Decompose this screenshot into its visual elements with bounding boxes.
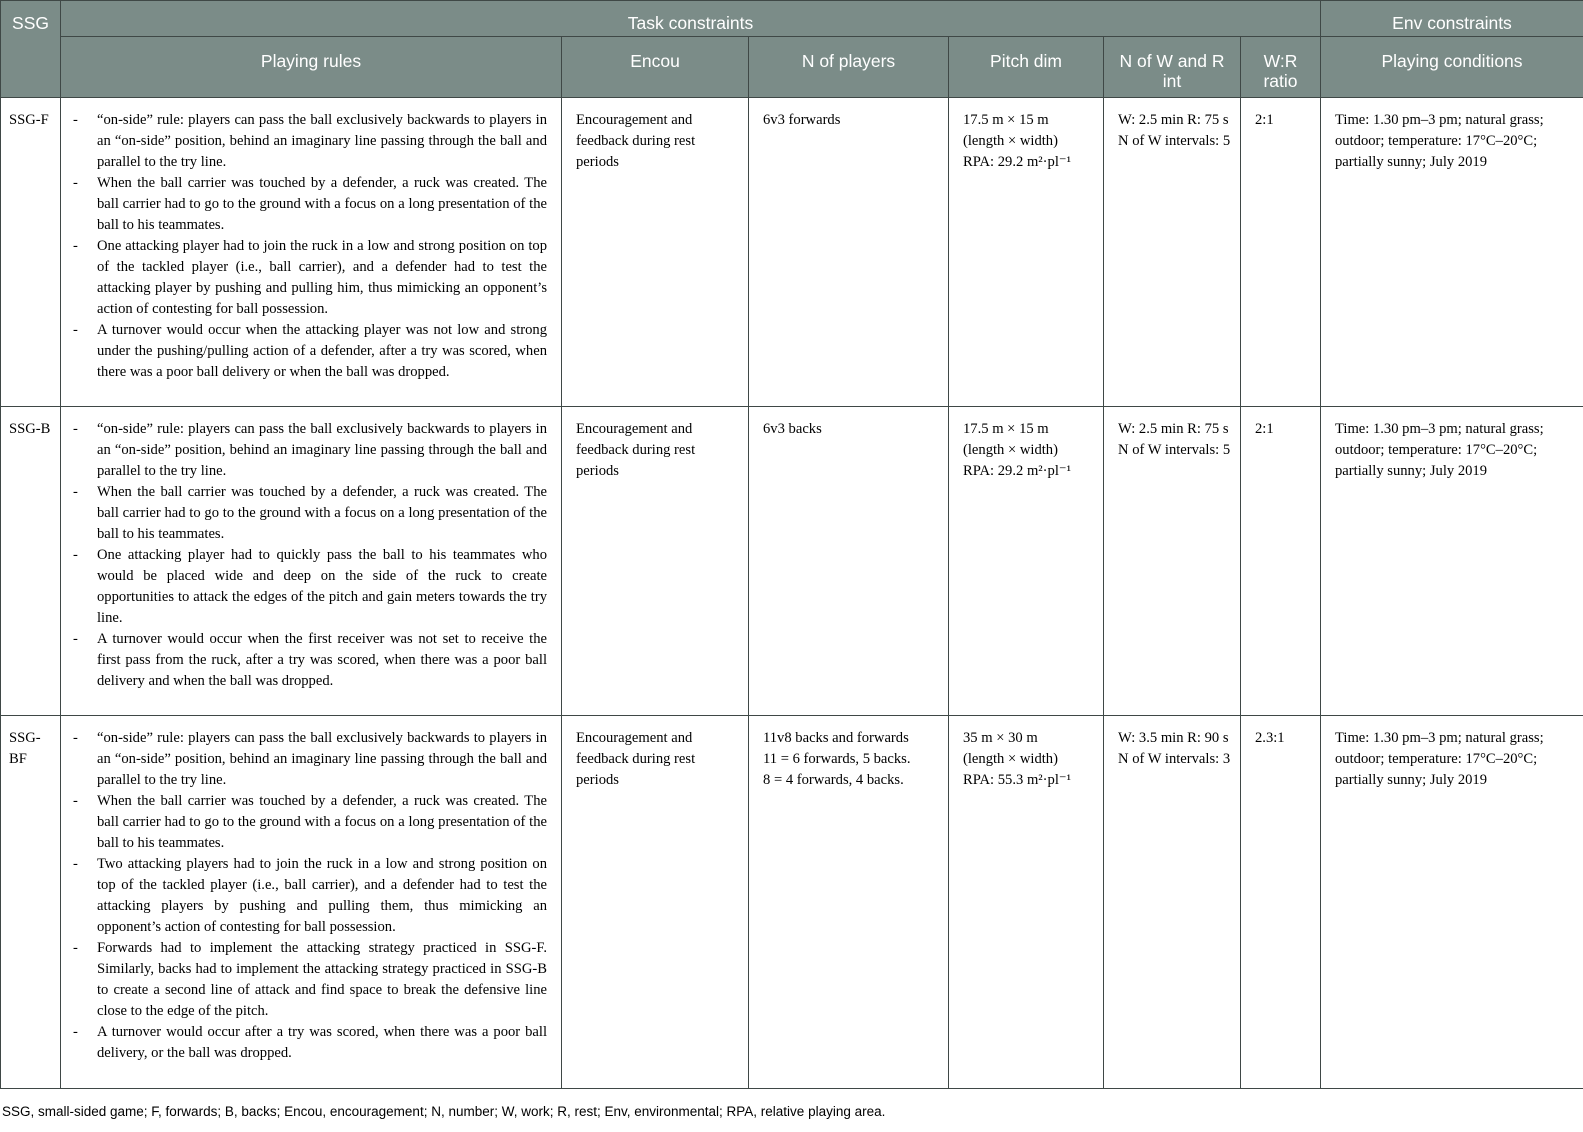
n-players-line: 11v8 backs and forwards [763,730,909,746]
rule-item: - One attacking player had to quickly pass the ball to his teammates who would be placed wide and deep on the side of the ruck to create opportunities to attack the edges of the pitch and gain meters towards the try line. [73,545,547,629]
n-players-line: 6v3 forwards [763,112,841,128]
pitch-dim-line: 17.5 m × 15 m [963,112,1049,128]
pitch-dim-line: (length × width) [963,442,1058,458]
rule-item: - Two attacking players had to join the ruck in a low and strong position on top of the tackled player (i.e., ball carrier), and a defender had to test the attacking players by pushing and pulling them, thus mimicking an opponent’s action of contesting for ball possession. [73,854,547,938]
header-wr-ratio: W:R ratio [1241,37,1321,98]
pitch-dim-line: RPA: 29.2 m²·pl⁻¹ [963,154,1071,170]
conditions-cell: Time: 1.30 pm–3 pm; natural grass; outdoor; temperature: 17°C–20°C; partially sunny; July 2019 [1321,716,1583,1089]
ratio-cell: 2:1 [1241,98,1321,407]
pitch-dim-line: (length × width) [963,751,1058,767]
conditions-cell: Time: 1.30 pm–3 pm; natural grass; outdoor; temperature: 17°C–20°C; partially sunny; July 2019 [1321,98,1583,407]
n-players-line: 8 = 4 forwards, 4 backs. [763,772,904,788]
encou-cell: Encouragement and feedback during rest periods [562,407,749,716]
header-n-w-r-int: N of W and R int [1104,37,1241,98]
table-row [1,716,1583,1089]
header-ssg: SSG [1,1,61,98]
n-players-cell [749,98,949,407]
header-task-constraints: Task constraints [61,1,1321,37]
table-row [1,407,1583,716]
header-playing-conditions: Playing conditions [1321,37,1583,98]
n-players-cell [749,407,949,716]
pitch-dim-line: (length × width) [963,133,1058,149]
pitch-dim-line: 17.5 m × 15 m [963,421,1049,437]
pitch-dim-line: RPA: 55.3 m²·pl⁻¹ [963,772,1071,788]
rules-cell [61,716,562,1089]
header-playing-rules: Playing rules [61,37,562,98]
w-r-cell: W: 2.5 min R: 75 s N of W intervals: 5 [1104,407,1241,716]
encou-cell: Encouragement and feedback during rest periods [562,716,749,1089]
ssg-cell: SSG-B [1,407,61,716]
ssg-cell: SSG-BF [1,716,61,1089]
header-n-players: N of players [749,37,949,98]
ssg-cell: SSG-F [1,98,61,407]
table-row [1,98,1583,407]
conditions-cell: Time: 1.30 pm–3 pm; natural grass; outdoor; temperature: 17°C–20°C; partially sunny; July 2019 [1321,407,1583,716]
rule-item: - A turnover would occur when the attacking player was not low and strong under the pushing/pulling action of a defender, after a try was scored, when there was a poor ball delivery or when the ball was dropped. [73,320,547,383]
ratio-cell: 2.3:1 [1241,716,1321,1089]
rules-cell [61,98,562,407]
rule-item: - A turnover would occur when the first receiver was not set to receive the first pass from the ruck, after a try was scored, when there was a poor ball delivery and when the ball was dropped. [73,629,547,692]
pitch-dim-cell [949,716,1104,1089]
w-r-cell: W: 2.5 min R: 75 s N of W intervals: 5 [1104,98,1241,407]
rules-cell [61,407,562,716]
rule-item: - “on-side” rule: players can pass the ball exclusively backwards to players in an “on-side” position, behind an imaginary line passing through the ball and parallel to the try line. [73,419,547,482]
header-env-constraints: Env constraints [1321,1,1583,37]
w-r-cell: W: 3.5 min R: 90 s N of W intervals: 3 [1104,716,1241,1089]
rule-item: - “on-side” rule: players can pass the ball exclusively backwards to players in an “on-side” position, behind an imaginary line passing through the ball and parallel to the try line. [73,110,547,173]
rule-item: - A turnover would occur after a try was scored, when there was a poor ball delivery, or the ball was dropped. [73,1022,547,1064]
encou-cell: Encouragement and feedback during rest periods [562,98,749,407]
n-players-line: 6v3 backs [763,421,822,437]
header-encou: Encou [562,37,749,98]
header-pitch-dim: Pitch dim [949,37,1104,98]
n-players-line: 11 = 6 forwards, 5 backs. [763,751,911,767]
rule-item: - One attacking player had to join the ruck in a low and strong position on top of the tackled player (i.e., ball carrier), and a defender had to test the attacking player by pushing and pulling him, thus mimicking an opponent’s action of contesting for ball possession. [73,236,547,320]
rule-item: - When the ball carrier was touched by a defender, a ruck was created. The ball carrier had to go to the ground with a focus on a long presentation of the ball to his teammates. [73,173,547,236]
pitch-dim-cell [949,407,1104,716]
pitch-dim-cell [949,98,1104,407]
rule-item: - Forwards had to implement the attacking strategy practiced in SSG-F. Similarly, backs had to implement the attacking strategy practiced in SSG-B to create a second line of attack and find space to break the defensive line close to the edge of the pitch. [73,938,547,1022]
rule-item: - “on-side” rule: players can pass the ball exclusively backwards to players in an “on-side” position, behind an imaginary line passing through the ball and parallel to the try line. [73,728,547,791]
table-footnote: SSG, small-sided game; F, forwards; B, backs; Encou, encouragement; N, number; W, work; R, rest; Env, environmental; RPA, relative playing area. [2,1104,886,1119]
ratio-cell: 2:1 [1241,407,1321,716]
rule-item: - When the ball carrier was touched by a defender, a ruck was created. The ball carrier had to go to the ground with a focus on a long presentation of the ball to his teammates. [73,791,547,854]
pitch-dim-line: RPA: 29.2 m²·pl⁻¹ [963,463,1071,479]
n-players-cell [749,716,949,1089]
rule-item: - When the ball carrier was touched by a defender, a ruck was created. The ball carrier had to go to the ground with a focus on a long presentation of the ball to his teammates. [73,482,547,545]
pitch-dim-line: 35 m × 30 m [963,730,1038,746]
